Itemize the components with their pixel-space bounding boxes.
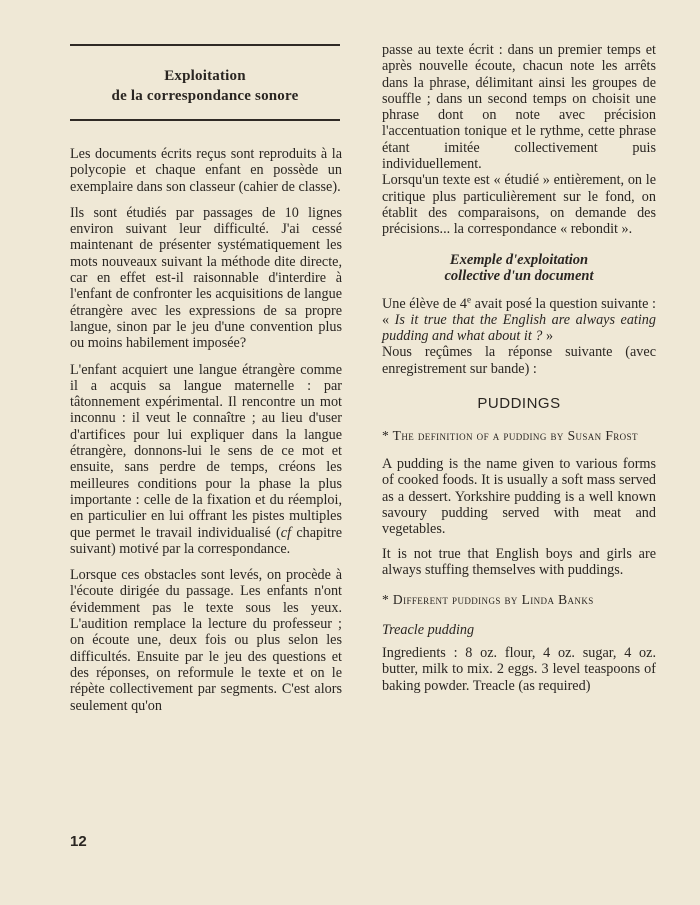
example-heading bbox=[382, 252, 656, 284]
top-rule bbox=[70, 44, 340, 46]
byline: * The definition of a pudding by Susan Frost bbox=[382, 428, 638, 444]
page-number: 12 bbox=[70, 833, 87, 850]
example-heading-line-1: Exemple d'exploitation bbox=[449, 251, 589, 268]
paragraph: It is not true that English boys and girls are always stuffing themselves with puddings. bbox=[382, 545, 656, 578]
cf-abbrev: cf bbox=[280, 524, 292, 541]
paragraph: Ingredients : 8 oz. flour, 4 oz. sugar, 4 oz. butter, milk to mix. 2 eggs. 3 level teaspoons of baking powder. Treacle (as required) bbox=[382, 645, 656, 694]
paragraph bbox=[382, 293, 656, 345]
paragraph: Nous reçûmes la réponse suivante (avec enregistrement sur bande) : bbox=[382, 344, 656, 377]
paragraph: A pudding is the name given to various forms of cooked foods. It is usually a soft mass served as a dessert. Yorkshire pudding is a well known savoury pudding served with meat and vegetables. bbox=[382, 456, 656, 538]
paragraph: Les documents écrits reçus sont reproduits à la polycopie et chaque enfant en possède un exemplaire dans son classeur (cahier de classe). bbox=[70, 146, 342, 195]
paragraph: Lorsque ces obstacles sont levés, on procède à l'écoute dirigée du passage. Les enfants n'ont évidemment pas le texte sous les yeux. L'audition remplace la lecture du professeur ; on écoute une, deux fois ou plus selon les difficultés. Ensuite par le jeu des questions et des réponses, on reformule le texte et on le répète collectivement par segments. C'est alors seulement qu'on bbox=[70, 567, 342, 714]
recipe-title: Treacle pudding bbox=[382, 622, 475, 639]
paragraph-text: chapitre suivant) motivé par la correspondance. bbox=[70, 524, 342, 557]
paragraph-text: avait posé la question suivante : « bbox=[382, 295, 656, 328]
heading-line-1: Exploitation bbox=[164, 68, 246, 84]
superscript: e bbox=[467, 293, 471, 304]
puddings-title: PUDDINGS bbox=[477, 395, 561, 413]
bottom-rule bbox=[70, 119, 340, 121]
paragraph bbox=[70, 362, 342, 558]
byline: * Different puddings by Linda Banks bbox=[382, 592, 594, 608]
left-body-text bbox=[70, 146, 342, 724]
paragraph-text: L'enfant acquiert une langue étrangère comme il a acquis sa langue maternelle : par tâtonnement expérimental. Il rencontre un mot inconnu : il veut le connaître ; au lieu d'user d'artifices pour lui expliquer dans la langue étrangère, donnons-lui le sens de ce mot et ensuite, sans perdre de temps, créons les meilleures conditions pour la phase la plus importante : celle de la fixation et du réemploi, en particulier en lui offrant les pistes multiples que permet le travail individualisé ( bbox=[70, 361, 342, 541]
paragraph: Lorsqu'un texte est « étudié » entièrement, on le critique plus particulièrement sur le fond, on établit des comparaisons, on demande des précisions... la correspondance « rebondit ». bbox=[382, 172, 656, 238]
right-body-text bbox=[382, 42, 656, 694]
paragraph-text: » bbox=[542, 328, 554, 345]
example-heading-line-2: collective d'un document bbox=[444, 267, 594, 284]
heading-line-2: de la correspondance sonore bbox=[111, 88, 299, 104]
english-question: Is it true that the English are always eating pudding and what about it ? bbox=[382, 311, 656, 345]
paragraph: passe au texte écrit : dans un premier temps et après nouvelle écoute, chacun note les arrêts dans la phrase, délimitant ainsi les groupes de souffle ; dans un second temps on choisit une phrase dont on note avec précision l'accentuation tonique et le rythme, cette phrase étant imitée collectivement puis individuellement. bbox=[382, 42, 656, 173]
section-heading bbox=[70, 66, 340, 106]
paragraph-text: Une élève de 4 bbox=[382, 295, 467, 312]
paragraph: Ils sont étudiés par passages de 10 lignes environ suivant leur difficulté. J'ai cessé maintenant de présenter systématiquement les mots nouveaux suivant la méthode dite directe, car en effet est-il raisonnable d'interdire à l'enfant de confronter les acquisitions de langue étrangère avec les expressions de sa propre langue, sinon par le jeu d'une convention plus ou moins habilement imposée? bbox=[70, 204, 342, 352]
